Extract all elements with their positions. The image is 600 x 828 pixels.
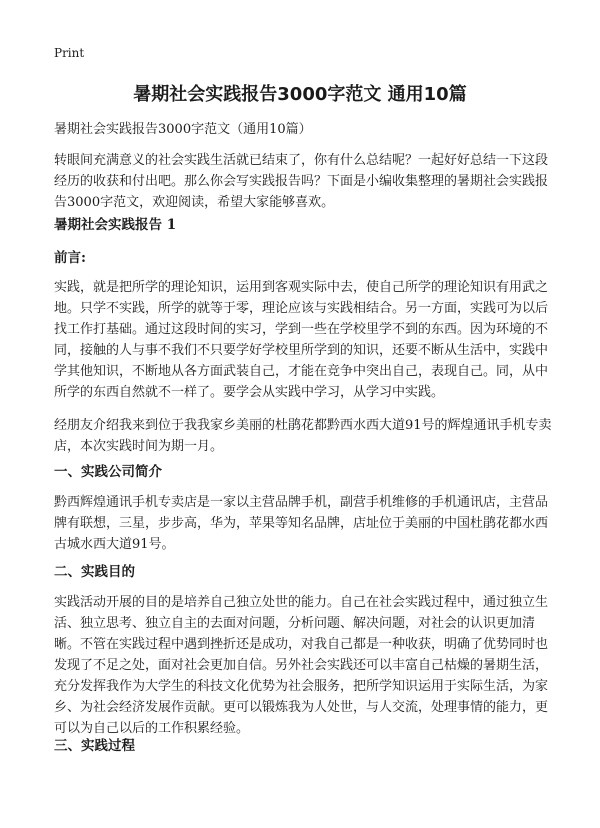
intro-paragraph: 转眼间充满意义的社会实践生活就已结束了，你有什么总结呢？一起好好总结一下这段经历的收获和付出吧。那么你会写实践报告吗？下面是小编收集整理的暑期社会实践报告3000字范文，欢迎阅读，希望大家能够喜欢。 xyxy=(54,153,549,210)
document-subtitle: 暑期社会实践报告3000字范文（通用10篇） xyxy=(54,122,312,137)
practice-intro-paragraph: 经朋友介绍我来到位于我我家乡美丽的杜鹃花都黔西水西大道91号的辉煌通讯手机专卖店，本次实践时间为期一月。 xyxy=(54,418,552,454)
section-1-heading: 一、实践公司简介 xyxy=(54,464,162,480)
preface-paragraph: 实践，就是把所学的理论知识，运用到客观实际中去，使自己所学的理论知识有用武之地。只学不实践，所学的就等于零，理论应该与实践相结合。另一方面，实践可为以后找工作打基础。通过这段时间的实习，学到一些在学校里学不到的东西。因为环境的不同，接触的人与事不我们不只要学好学校里所学到的知识，还要不断从生活中，实践中学其他知识，不断地从各方面武装自己，才能在竞争中突出自己，表现自己。同，从中所学的东西自然就不一样了。要学会从实践中学习，从学习中实践。 xyxy=(54,280,549,400)
section-1-paragraph: 黔西辉煌通讯手机专卖店是一家以主营品牌手机，副营手机维修的手机通讯店，主营品牌有联想，三星，步步高，华为，苹果等知名品牌，店址位于美丽的中国杜鹃花都水西古城水西大道91号。 xyxy=(54,495,549,552)
section-2-heading: 二、实践目的 xyxy=(54,564,135,580)
section-2-paragraph: 实践活动开展的目的是培养自己独立处世的能力。自己在社会实践过程中，通过独立生活、独立思考、独立自主的去面对问题，分析问题、解决问题，对社会的认识更加清晰。不管在实践过程中遇到挫折还是成功，对我自己都是一种收获，明确了优势同时也发现了不足之处，面对社会更加自信。另外社会实践还可以丰富自己枯燥的暑期生活，充分发挥我作为大学生的科技文化优势为社会服务，把所学知识运用于实际生活，为家乡、为社会经济发展作贡献。更可以锻炼我为人处世，与人交流，处理事情的能力，更可以为自己以后的工作积累经验。 xyxy=(54,595,549,736)
print-link[interactable]: Print xyxy=(54,46,85,60)
preface-heading: 前言: xyxy=(54,250,86,266)
section-3-heading: 三、实践过程 xyxy=(54,738,135,754)
report-heading: 暑期社会实践报告 1 xyxy=(54,217,177,233)
document-title: 暑期社会实践报告3000字范文 通用10篇 xyxy=(133,84,467,105)
